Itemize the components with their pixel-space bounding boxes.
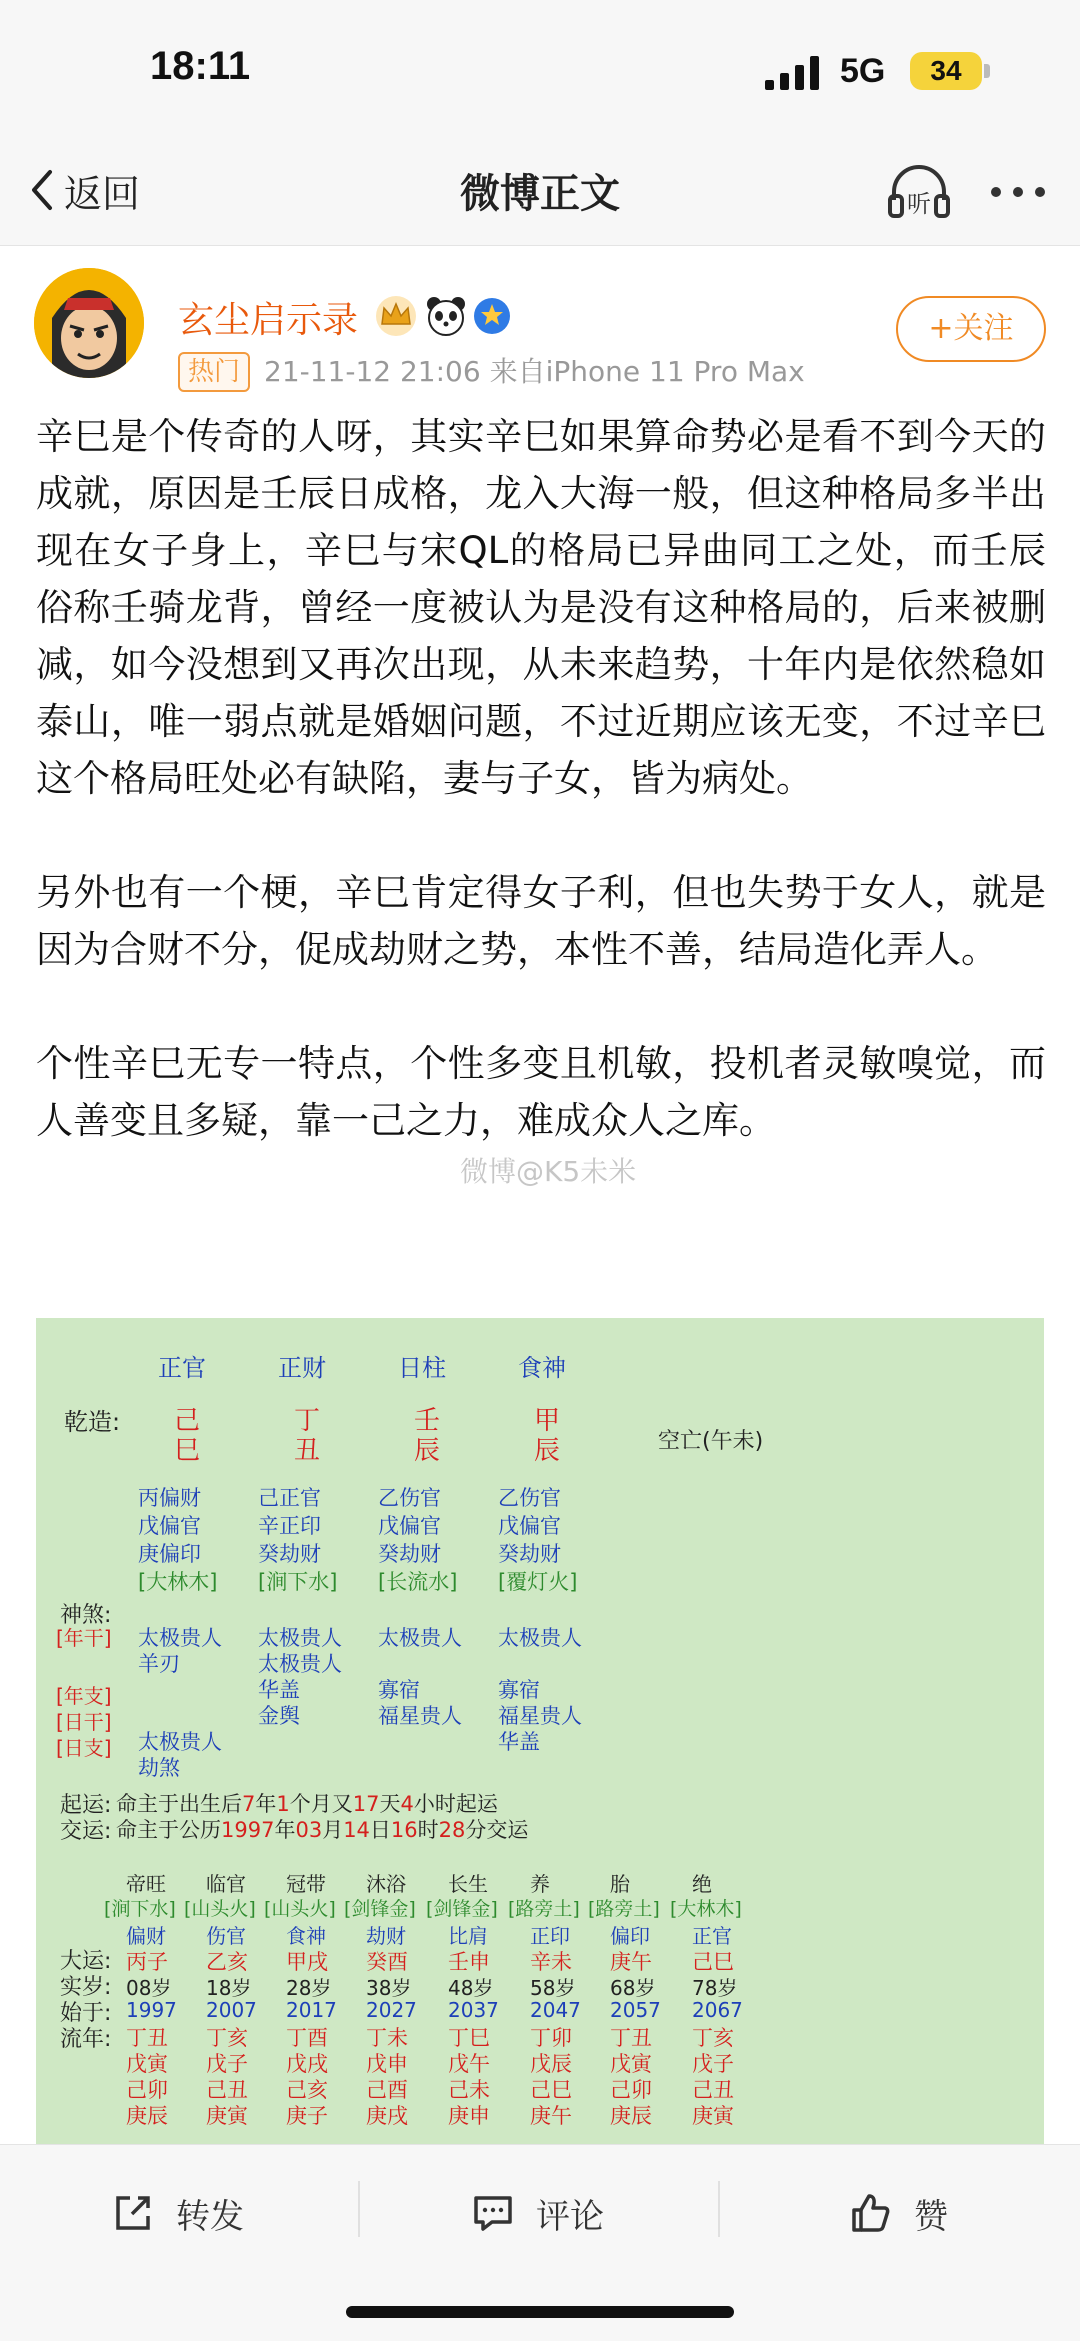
dayun-pillar: 壬申	[448, 1950, 490, 1974]
pillar-header: 日柱	[398, 1354, 446, 1382]
kongwang-text: 空亡(午未)	[658, 1429, 764, 1454]
dayun-state: 绝	[692, 1872, 712, 1896]
pillar-branch: 巳	[174, 1436, 201, 1466]
pillar-stem: 壬	[414, 1406, 441, 1436]
pillar-stem: 己	[174, 1406, 201, 1436]
liunian-item: 己酉	[366, 2078, 408, 2102]
dayun-age: 48岁	[448, 1976, 494, 2000]
qiyun-label: 起运:	[60, 1793, 112, 1818]
like-button[interactable]	[850, 2183, 948, 2243]
liunian-item: 丁丑	[610, 2026, 652, 2050]
dayun-nayin: [涧下水]	[104, 1898, 176, 1920]
liunian-item: 丁亥	[206, 2026, 248, 2050]
pillar-header: 食神	[518, 1354, 566, 1382]
dayun-start-year: 2027	[366, 1998, 417, 2022]
shensha-item: 福星贵人	[498, 1704, 582, 1728]
liunian-item: 戊子	[206, 2052, 248, 2076]
liunian-item: 戊申	[366, 2052, 408, 2076]
page-title: 微博正文	[460, 171, 620, 217]
hidden-stem: [长流水]	[378, 1570, 458, 1594]
shensha-item: 太极贵人	[258, 1652, 342, 1676]
hidden-stem: 戊偏官	[138, 1514, 201, 1538]
shensha-item: 羊刃	[138, 1652, 180, 1676]
liunian-item: 丁巳	[448, 2026, 490, 2050]
crown-badge-icon	[374, 294, 418, 338]
shensha-item: 太极贵人	[258, 1626, 342, 1650]
shensha-item: 金舆	[258, 1704, 300, 1728]
battery-nub	[984, 64, 990, 78]
dayun-age: 68岁	[610, 1976, 656, 2000]
shensha-item: 太极贵人	[138, 1626, 222, 1650]
post-paragraph: 辛巳是个传奇的人呀，其实辛巳如果算命势必是看不到今天的成就，原因是壬辰日成格，龙入大海一般，但这种格局多半出现在女子身上，辛巳与宋QL的格局已异曲同工之处，而壬辰俗称壬骑龙背，曾经一度被认为是没有这种格局的，后来被删减，如今没想到又再次出现，从未来趋势，十年内是依然稳如泰山，唯一弱点就是婚姻问题，不过近期应该无变，不过辛巳这个格局旺处必有缺陷，妻与子女，皆为病处。	[36, 415, 1046, 800]
liunian-item: 庚辰	[610, 2104, 652, 2128]
liunian-item: 戊午	[448, 2052, 490, 2076]
liunian-item: 丁卯	[530, 2026, 572, 2050]
hidden-stem: [大林木]	[138, 1570, 218, 1594]
avatar-illustration	[34, 268, 144, 378]
listen-icon[interactable]	[886, 162, 952, 222]
hidden-stem: 戊偏官	[498, 1514, 561, 1538]
hidden-stem: 己正官	[258, 1486, 321, 1510]
more-icon[interactable]	[986, 170, 1050, 214]
age-label: 实岁:	[60, 1975, 112, 2000]
avatar[interactable]	[34, 268, 144, 378]
pillar-header: 正官	[158, 1354, 206, 1382]
hot-tag: 热门	[178, 352, 250, 392]
like-label: 赞	[914, 2196, 948, 2237]
shensha-row-label: [日干]	[56, 1710, 112, 1734]
dayun-age: 08岁	[126, 1976, 172, 2000]
dayun-nayin: [大林木]	[670, 1898, 742, 1920]
pillar-stem: 甲	[534, 1406, 561, 1436]
hidden-stem: [涧下水]	[258, 1570, 338, 1594]
liunian-item: 庚戌	[366, 2104, 408, 2128]
post-body	[36, 408, 1046, 1206]
dayun-god: 食神	[286, 1924, 326, 1948]
dayun-state: 胎	[610, 1872, 630, 1896]
shensha-item: 太极贵人	[378, 1626, 462, 1650]
hidden-stem: 癸劫财	[378, 1542, 441, 1566]
liunian-item: 己卯	[126, 2078, 168, 2102]
post-paragraph: 另外也有一个梗，辛巳肯定得女子利，但也失势于女人，就是因为合财不分，促成劫财之势，本性不善，结局造化弄人。	[36, 871, 1046, 971]
home-indicator	[346, 2306, 734, 2318]
repost-label: 转发	[176, 2196, 244, 2237]
repost-icon	[112, 2192, 154, 2234]
pillar-header: 正财	[278, 1354, 326, 1382]
dayun-god: 比肩	[448, 1924, 488, 1948]
follow-button[interactable]: +关注	[896, 296, 1046, 362]
listen-label: 听	[907, 190, 931, 218]
dayun-god: 偏印	[610, 1924, 650, 1948]
dayun-start-year: 2037	[448, 1998, 499, 2022]
dayun-start-year: 2007	[206, 1998, 257, 2022]
hidden-stem: 丙偏财	[138, 1486, 201, 1510]
pillar-stem: 丁	[294, 1406, 321, 1436]
liunian-item: 庚子	[286, 2104, 328, 2128]
qiyun-text: 命主于出生后7年1个月又17天4小时起运	[116, 1792, 498, 1816]
dayun-nayin: [路旁土]	[508, 1898, 580, 1920]
dayun-age: 78岁	[692, 1976, 738, 2000]
cellular-signal-icon	[765, 56, 821, 90]
dayun-pillar: 甲戌	[286, 1950, 328, 1974]
hidden-stem: 癸劫财	[258, 1542, 321, 1566]
dayun-state: 长生	[448, 1872, 488, 1896]
dayun-state: 临官	[206, 1872, 246, 1896]
battery-icon	[910, 52, 982, 90]
start-label: 始于:	[60, 2001, 112, 2026]
dayun-nayin: [剑锋金]	[426, 1898, 498, 1920]
liunian-label: 流年:	[60, 2027, 112, 2052]
author-name[interactable]: 玄尘启示录	[178, 300, 359, 341]
hidden-stem: 乙伤官	[378, 1486, 441, 1510]
liunian-item: 戊寅	[610, 2052, 652, 2076]
network-type: 5G	[840, 52, 886, 90]
qianzao-label: 乾造:	[64, 1408, 121, 1436]
dayun-nayin: [路旁土]	[588, 1898, 660, 1920]
divider	[718, 2181, 720, 2237]
dayun-start-year: 2017	[286, 1998, 337, 2022]
dayun-nayin: [山头火]	[184, 1898, 256, 1920]
liunian-item: 庚寅	[206, 2104, 248, 2128]
liunian-item: 己卯	[610, 2078, 652, 2102]
nav-bar	[0, 140, 1080, 246]
dayun-age: 58岁	[530, 1976, 576, 2000]
liunian-item: 丁亥	[692, 2026, 734, 2050]
liunian-item: 己丑	[692, 2078, 734, 2102]
liunian-item: 丁酉	[286, 2026, 328, 2050]
dayun-pillar: 丙子	[126, 1950, 168, 1974]
liunian-item: 庚寅	[692, 2104, 734, 2128]
hidden-stem: 癸劫财	[498, 1542, 561, 1566]
liunian-item: 庚午	[530, 2104, 572, 2128]
divider	[358, 2181, 360, 2237]
liunian-item: 丁未	[366, 2026, 408, 2050]
liunian-item: 庚辰	[126, 2104, 168, 2128]
shensha-item: 华盖	[498, 1730, 540, 1754]
pillar-branch: 辰	[534, 1436, 561, 1466]
shensha-row-label: [年干]	[56, 1626, 112, 1650]
hidden-stem: 庚偏印	[138, 1542, 201, 1566]
dayun-state: 冠带	[286, 1872, 326, 1896]
comment-label: 评论	[536, 2196, 604, 2237]
jiaoyun-label: 交运:	[60, 1819, 112, 1844]
pillar-branch: 丑	[294, 1436, 321, 1466]
dayun-start-year: 2057	[610, 1998, 661, 2022]
dayun-age: 18岁	[206, 1976, 252, 2000]
liunian-item: 己巳	[530, 2078, 572, 2102]
dayun-age: 38岁	[366, 1976, 412, 2000]
watermark: 微博@K5未米	[460, 1155, 637, 1188]
shensha-item: 太极贵人	[498, 1626, 582, 1650]
liunian-item: 丁丑	[126, 2026, 168, 2050]
shensha-item: 福星贵人	[378, 1704, 462, 1728]
shensha-row-label: [日支]	[56, 1736, 112, 1760]
dayun-god: 正印	[530, 1924, 570, 1948]
repost-button[interactable]	[112, 2183, 244, 2243]
dayun-age: 28岁	[286, 1976, 332, 2000]
verified-icon	[472, 296, 512, 336]
hidden-stem: [覆灯火]	[498, 1570, 578, 1594]
dayun-pillar: 辛未	[530, 1950, 572, 1974]
dayun-pillar: 癸酉	[366, 1950, 408, 1974]
liunian-item: 己未	[448, 2078, 490, 2102]
dayun-god: 伤官	[206, 1924, 246, 1948]
shensha-item: 寡宿	[378, 1678, 420, 1702]
dayun-pillar: 乙亥	[206, 1950, 248, 1974]
dayun-nayin: [剑锋金]	[344, 1898, 416, 1920]
dayun-state: 沐浴	[366, 1872, 406, 1896]
dayun-nayin: [山头火]	[264, 1898, 336, 1920]
liunian-item: 己丑	[206, 2078, 248, 2102]
hidden-stem: 辛正印	[258, 1514, 321, 1538]
shensha-row-label: [年支]	[56, 1684, 112, 1708]
shensha-label: 神煞:	[60, 1603, 112, 1628]
comment-button[interactable]	[472, 2183, 604, 2243]
dayun-start-year: 2067	[692, 1998, 743, 2022]
shensha-item: 寡宿	[498, 1678, 540, 1702]
panda-badge-icon	[424, 294, 468, 338]
post-meta: 21-11-12 21:06 来自iPhone 11 Pro Max	[264, 355, 805, 388]
dayun-god: 劫财	[366, 1924, 406, 1948]
jiaoyun-text: 命主于公历1997年03月14日16时28分交运	[116, 1818, 529, 1842]
dayun-god: 偏财	[126, 1924, 166, 1948]
status-bar	[0, 0, 1080, 140]
comment-icon	[472, 2192, 514, 2234]
dayun-label: 大运:	[60, 1949, 112, 1974]
battery-level: 34	[930, 55, 962, 86]
bazi-chart-image[interactable]	[36, 1318, 1044, 2144]
dayun-start-year: 2047	[530, 1998, 581, 2022]
shensha-item: 华盖	[258, 1678, 300, 1702]
liunian-item: 戊辰	[530, 2052, 572, 2076]
dayun-state: 养	[530, 1872, 550, 1896]
liunian-item: 庚申	[448, 2104, 490, 2128]
liunian-item: 戊子	[692, 2052, 734, 2076]
post-paragraph: 个性辛巳无专一特点，个性多变且机敏，投机者灵敏嗅觉，而人善变且多疑，靠一己之力，难成众人之库。	[36, 1042, 1046, 1142]
thumbs-up-icon	[850, 2192, 892, 2234]
hidden-stem: 乙伤官	[498, 1486, 561, 1510]
dayun-god: 正官	[692, 1924, 732, 1948]
shensha-item: 劫煞	[138, 1756, 180, 1780]
status-time: 18:11	[150, 44, 251, 88]
liunian-item: 戊寅	[126, 2052, 168, 2076]
hidden-stem: 戊偏官	[378, 1514, 441, 1538]
shensha-item: 太极贵人	[138, 1730, 222, 1754]
back-label: 返回	[64, 171, 141, 216]
liunian-item: 戊戌	[286, 2052, 328, 2076]
dayun-pillar: 己巳	[692, 1950, 734, 1974]
dayun-state: 帝旺	[126, 1872, 166, 1896]
liunian-item: 己亥	[286, 2078, 328, 2102]
pillar-branch: 辰	[414, 1436, 441, 1466]
dayun-start-year: 1997	[126, 1998, 177, 2022]
dayun-pillar: 庚午	[610, 1950, 652, 1974]
